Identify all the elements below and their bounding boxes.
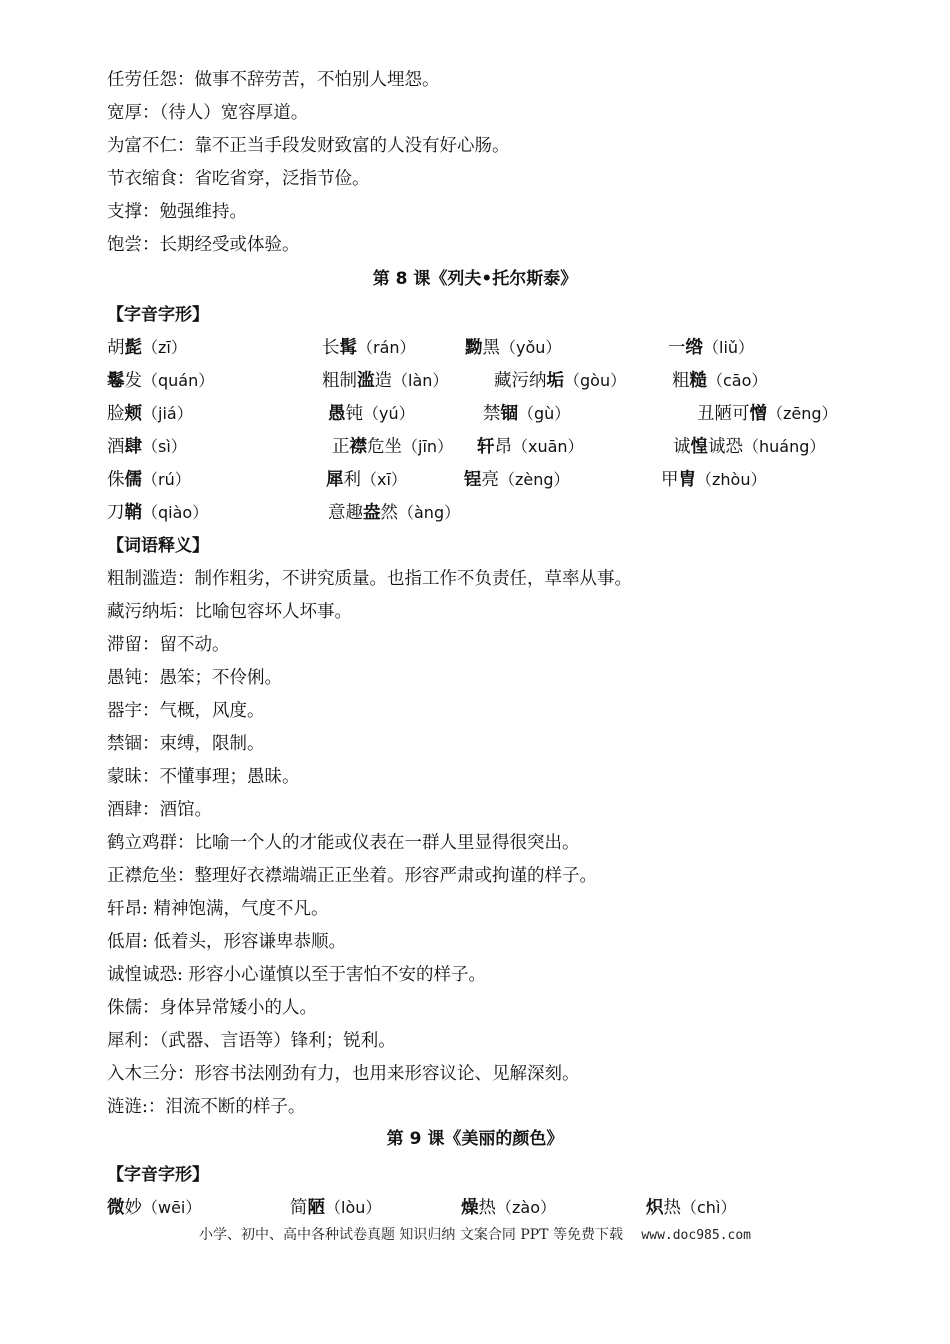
page-footer [0, 1226, 950, 1245]
pinyin: （quán） [142, 371, 215, 390]
pinyin: （rán） [357, 338, 416, 357]
word-part: 粗 [672, 371, 690, 391]
definition-line: 粗制滥造：制作粗劣，不讲究质量。也指工作不负责任，草率从事。 [107, 569, 632, 589]
pronunciation-item [326, 469, 407, 491]
key-character: 髯 [339, 338, 357, 358]
pinyin: （rú） [142, 470, 191, 489]
section-pronunciation: 【字音字形】 [107, 305, 209, 325]
word-part: 亮 [481, 470, 499, 490]
word-part: 侏 [107, 470, 125, 490]
word-part: 利 [343, 470, 361, 490]
definition-line: 节衣缩食：省吃省穿，泛指节俭。 [107, 169, 370, 189]
pronunciation-item [290, 1197, 381, 1219]
definition-line: 酒肆：酒馆。 [107, 800, 212, 820]
key-character: 炽 [646, 1198, 664, 1218]
word-part: 一 [668, 338, 686, 358]
pinyin: （qiào） [142, 503, 209, 522]
pronunciation-item [322, 370, 448, 392]
word-part: 刀 [107, 503, 125, 523]
word-part: 钝 [345, 404, 363, 424]
definition-line: 诚惶诚恐: 形容小心谨慎以至于害怕不安的样子。 [107, 965, 486, 985]
definition-line: 侏儒：身体异常矮小的人。 [107, 998, 317, 1018]
pinyin: （zèng） [499, 470, 570, 489]
definition-line: 藏污纳垢：比喻包容坏人坏事。 [107, 602, 352, 622]
word-part: 脸 [107, 404, 125, 424]
definition-line: 器宇：气概，风度。 [107, 701, 265, 721]
word-part: 造 [374, 371, 392, 391]
section-pronunciation-9: 【字音字形】 [107, 1165, 209, 1185]
pinyin: （huáng） [743, 437, 826, 456]
word-part: 热 [478, 1198, 496, 1218]
key-character: 微 [107, 1198, 125, 1218]
definition-line: 任劳任怨：做事不辞劳苦，不怕别人埋怨。 [107, 70, 440, 90]
key-character: 锃 [464, 470, 482, 490]
definition-line: 滞留：留不动。 [107, 635, 230, 655]
key-character: 肆 [124, 437, 142, 457]
pinyin: （cāo） [707, 371, 768, 390]
pronunciation-item [477, 436, 584, 458]
pronunciation-item [328, 403, 415, 425]
pronunciation-row [0, 337, 950, 361]
definition-line: 为富不仁：靠不正当手段发财致富的人没有好心肠。 [107, 136, 510, 156]
key-character: 儒 [124, 470, 142, 490]
key-character: 颊 [124, 404, 142, 424]
pinyin: （lòu） [325, 1198, 382, 1217]
lesson-9-title: 第 9 课《美丽的颜色》 [386, 1129, 564, 1149]
pinyin: （jīn） [402, 437, 454, 456]
definition-line: 宽厚：（待人）宽容厚道。 [107, 103, 309, 123]
key-character: 糙 [689, 371, 707, 391]
pronunciation-item [673, 436, 825, 458]
pronunciation-row [0, 403, 950, 427]
word-part: 胡 [107, 338, 125, 358]
section-definitions: 【词语释义】 [107, 536, 209, 556]
key-character: 憎 [749, 404, 767, 424]
pronunciation-item [107, 403, 193, 425]
definition-line: 正襟危坐：整理好衣襟端端正正坐着。形容严肃或拘谨的样子。 [107, 866, 597, 886]
pronunciation-item [107, 370, 214, 392]
pronunciation-item [107, 337, 187, 359]
key-character: 鞘 [124, 503, 142, 523]
word-part: 长 [322, 338, 340, 358]
definition-line: 禁锢：束缚，限制。 [107, 734, 265, 754]
pronunciation-item [107, 502, 208, 524]
word-part: 然 [380, 503, 398, 523]
key-character: 盎 [363, 503, 381, 523]
definition-line: 蒙昧：不懂事理；愚昧。 [107, 767, 300, 787]
pinyin: （àng） [398, 503, 461, 522]
key-character: 锢 [500, 404, 518, 424]
pinyin: （yú） [363, 404, 415, 423]
pronunciation-item [322, 337, 416, 359]
pinyin: （zào） [496, 1198, 556, 1217]
word-part: 热 [663, 1198, 681, 1218]
word-part: 酒 [107, 437, 125, 457]
pinyin: （liǔ） [703, 338, 755, 357]
pinyin: （zēng） [767, 404, 838, 423]
pronunciation-row [0, 1197, 950, 1221]
pinyin: （jiá） [142, 404, 193, 423]
pinyin: （xuān） [512, 437, 584, 456]
word-part: 危坐 [367, 437, 402, 457]
key-character: 陋 [307, 1198, 325, 1218]
lesson-8-title: 第 8 课《列夫•托尔斯泰》 [372, 269, 578, 289]
pinyin: （chì） [681, 1198, 737, 1217]
key-character: 燥 [461, 1198, 479, 1218]
key-character: 愚 [328, 404, 346, 424]
pinyin: （gòu） [564, 371, 627, 390]
pinyin: （wēi） [142, 1198, 202, 1217]
key-character: 绺 [685, 338, 703, 358]
definition-line: 鹤立鸡群：比喻一个人的才能或仪表在一群人里显得很突出。 [107, 833, 580, 853]
word-part: 昂 [494, 437, 512, 457]
definition-line: 入木三分：形容书法刚劲有力，也用来形容议论、见解深刻。 [107, 1064, 580, 1084]
key-character: 襟 [349, 437, 367, 457]
key-character: 髭 [124, 338, 142, 358]
key-character: 犀 [326, 470, 344, 490]
key-character: 胄 [678, 470, 696, 490]
pronunciation-row [0, 436, 950, 460]
word-part: 禁 [483, 404, 501, 424]
pronunciation-item [661, 469, 766, 491]
definition-line: 支撑：勉强维持。 [107, 202, 247, 222]
word-part: 意趣 [328, 503, 363, 523]
pronunciation-item [646, 1197, 736, 1219]
pronunciation-item [672, 370, 767, 392]
word-part: 黑 [482, 338, 500, 358]
pinyin: （zhòu） [696, 470, 767, 489]
pinyin: （zī） [142, 338, 187, 357]
word-part: 粗制 [322, 371, 357, 391]
pronunciation-item [668, 337, 754, 359]
word-part: 诚 [673, 437, 691, 457]
pronunciation-item [107, 1197, 201, 1219]
definition-line: 愚钝：愚笨；不伶俐。 [107, 668, 282, 688]
pronunciation-item [464, 469, 570, 491]
key-character: 垢 [546, 371, 564, 391]
pronunciation-item [107, 469, 191, 491]
pronunciation-row [0, 502, 950, 526]
pronunciation-item [494, 370, 626, 392]
pronunciation-item [332, 436, 453, 458]
word-part: 甲 [661, 470, 679, 490]
key-character: 滥 [357, 371, 375, 391]
pinyin: （gù） [518, 404, 571, 423]
key-character: 惶 [690, 437, 708, 457]
word-part: 藏污纳 [494, 371, 547, 391]
definition-line: 轩昂: 精神饱满，气度不凡。 [107, 899, 329, 919]
pronunciation-item [483, 403, 570, 425]
pronunciation-item [461, 1197, 556, 1219]
pronunciation-row [0, 469, 950, 493]
footer-text: 小学、初中、高中各种试卷真题 知识归纳 文案合同 PPT 等免费下载 [198, 1227, 623, 1243]
pinyin: （làn） [392, 371, 449, 390]
pinyin: （yǒu） [500, 338, 562, 357]
key-character: 黝 [465, 338, 483, 358]
definition-line: 涟涟:：泪流不断的样子。 [107, 1097, 306, 1117]
key-character: 鬈 [107, 371, 125, 391]
key-character: 轩 [477, 437, 495, 457]
pronunciation-item [465, 337, 561, 359]
pronunciation-row [0, 370, 950, 394]
pinyin: （xī） [361, 470, 407, 489]
footer-url[interactable]: www.doc985.com [641, 1228, 751, 1243]
pronunciation-item [697, 403, 838, 425]
pronunciation-item [107, 436, 187, 458]
word-part: 丑陋可 [697, 404, 750, 424]
word-part: 妙 [124, 1198, 142, 1218]
definition-line: 饱尝：长期经受或体验。 [107, 235, 300, 255]
word-part: 正 [332, 437, 350, 457]
pronunciation-item [328, 502, 460, 524]
word-part: 简 [290, 1198, 308, 1218]
definition-line: 犀利：（武器、言语等）锋利；锐利。 [107, 1031, 396, 1051]
word-part: 发 [124, 371, 142, 391]
definition-line: 低眉: 低着头，形容谦卑恭顺。 [107, 932, 346, 952]
word-part: 诚恐 [708, 437, 743, 457]
pinyin: （sì） [142, 437, 187, 456]
